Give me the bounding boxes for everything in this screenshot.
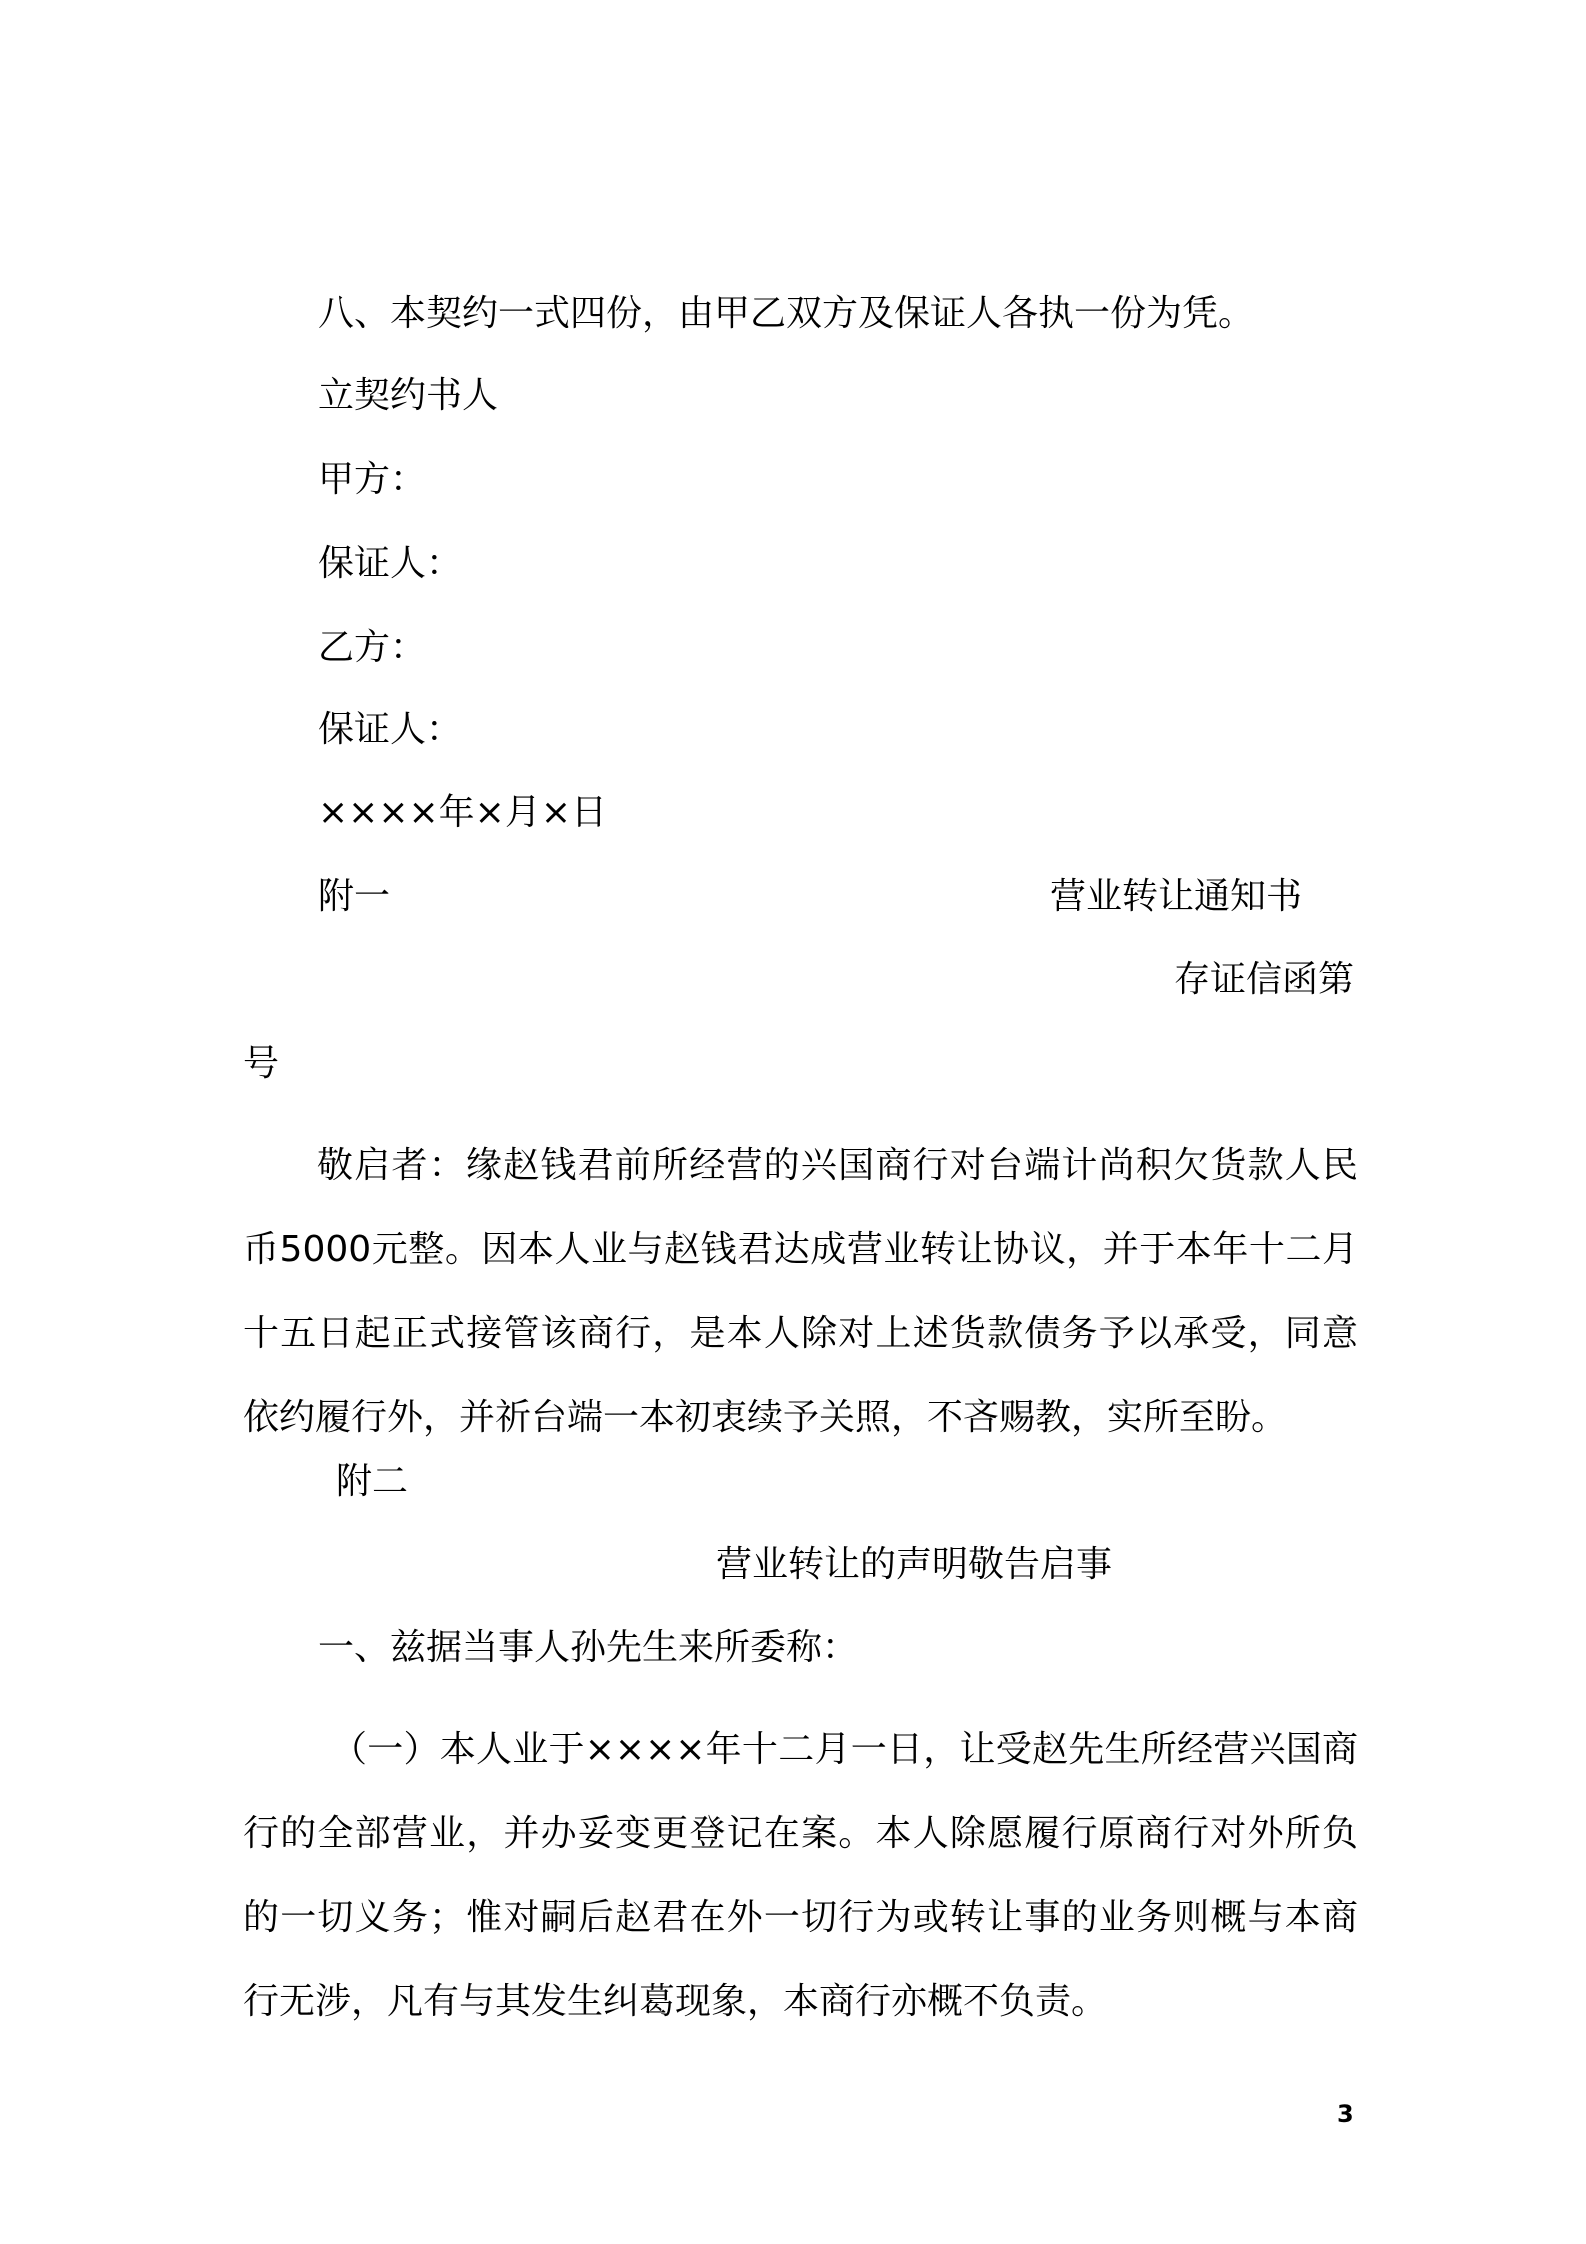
- annex-one-reference-prefix: 存证信函第: [1173, 959, 1354, 1000]
- annex-one-body: 敬启者：缘赵钱君前所经营的兴国商行对台端计尚积欠货款人民币5000元整。因本人业与赵钱君达成营业转让协议，并于本年十二月十五日起正式接管该商行，是本人除对上述货款债务予以承受，同意依约履行外，并祈台端一本初衷续予关照，不吝赐教，实所至盼。: [243, 1145, 1358, 1438]
- section-one-heading: 一、兹据当事人孙先生来所委称：: [318, 1627, 859, 1668]
- annex-one-reference-suffix: 号: [243, 1043, 280, 1084]
- annex-two-label: 附二: [336, 1461, 409, 1502]
- signatories-heading: 立契约书人: [318, 375, 499, 416]
- item-one-paragraph: （一）本人业于××××年十二月一日，让受赵先生所经营兴国商行的全部营业，并办妥变更登记在案。本人除愿履行原商行对外所负的一切义务；惟对嗣后赵君在外一切行为或转让事的业务则概与本商行无涉，凡有与其发生纠葛现象，本商行亦概不负责。: [243, 1729, 1358, 2022]
- annex-one-label: 附一: [318, 876, 391, 917]
- guarantor-b-label: 保证人：: [318, 709, 463, 750]
- party-b-label: 乙方：: [318, 627, 427, 668]
- clause-eight: 八、本契约一式四份，由甲乙双方及保证人各执一份为凭。: [318, 293, 1255, 334]
- party-a-label: 甲方：: [318, 459, 427, 500]
- page-number: 3: [1337, 2100, 1354, 2128]
- annex-two-title: 营业转让的声明敬告启事: [716, 1544, 1113, 1585]
- annex-one-title: 营业转让通知书: [1050, 876, 1303, 917]
- guarantor-a-label: 保证人：: [318, 543, 463, 584]
- date-line: ××××年×月×日: [318, 792, 607, 833]
